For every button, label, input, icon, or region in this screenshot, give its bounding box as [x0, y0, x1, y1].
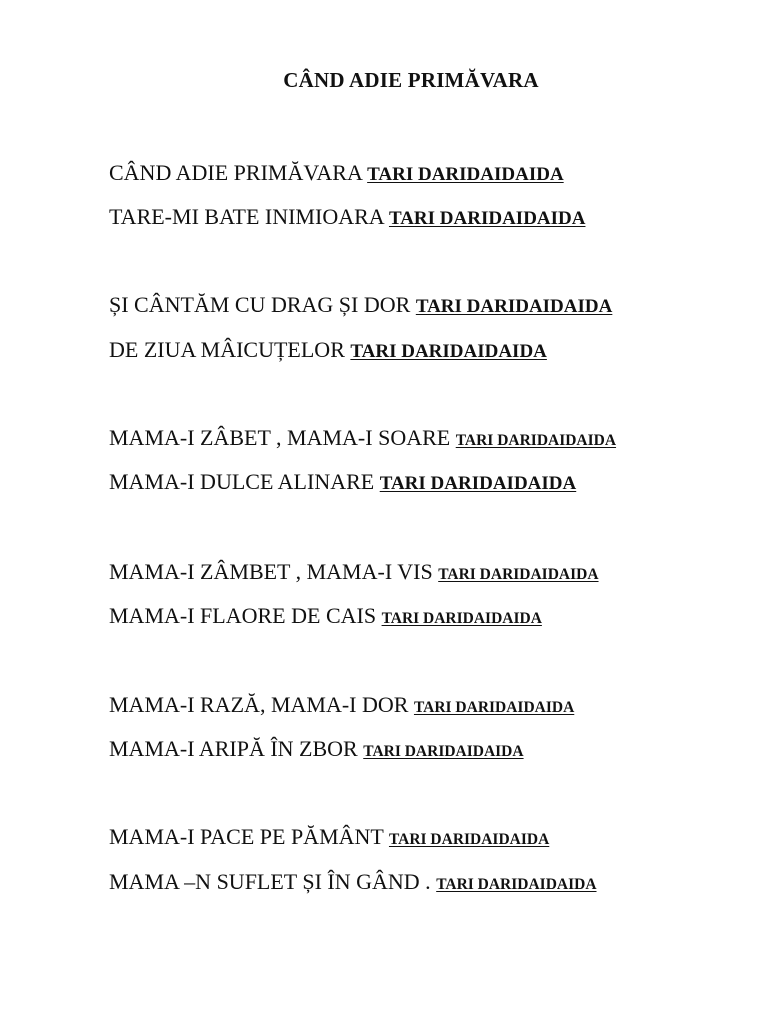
verse-text: TARE-MI BATE INIMIOARA [109, 204, 389, 229]
verse-text: MAMA-I FLAORE DE CAIS [109, 603, 382, 628]
verse-line [109, 694, 574, 716]
refrain-text: TARI DARIDAIDAIDA [455, 432, 617, 449]
refrain-text: TARI DARIDAIDAIDA [413, 699, 575, 716]
refrain-text: TARI DARIDAIDAIDA [381, 610, 542, 627]
verse-text: CÂND ADIE PRIMĂVARA [109, 160, 368, 185]
verse-line [109, 206, 585, 228]
verse-line [109, 427, 616, 449]
refrain-text: TARI DARIDAIDAIDA [367, 164, 564, 185]
refrain-text: TARI DARIDAIDAIDA [415, 296, 613, 317]
refrain-text: TARI DARIDAIDAIDA [363, 743, 524, 760]
verse-text: MAMA –N SUFLET ȘI ÎN GÂND . [109, 869, 437, 894]
refrain-text: TARI DARIDAIDAIDA [350, 341, 547, 362]
verse-text: MAMA-I ZÂBET , MAMA-I SOARE [109, 425, 456, 450]
verse-line [109, 605, 542, 627]
verse-line [109, 738, 524, 760]
verse-text: MAMA-I ARIPĂ ÎN ZBOR [109, 736, 364, 761]
song-title: CÂND ADIE PRIMĂVARA [283, 68, 539, 92]
refrain-text: TARI DARIDAIDAIDA [388, 208, 586, 229]
refrain-text: TARI DARIDAIDAIDA [388, 831, 550, 848]
verse-text: MAMA-I ZÂMBET , MAMA-I VIS [109, 559, 439, 584]
verse-text: MAMA-I PACE PE PĂMÂNT [109, 824, 389, 849]
verse-line [109, 471, 576, 493]
verse-text: MAMA-I RAZĂ, MAMA-I DOR [109, 692, 414, 717]
verse-text: MAMA-I DULCE ALINARE [109, 469, 380, 494]
refrain-text: TARI DARIDAIDAIDA [379, 473, 577, 494]
verse-line [109, 162, 564, 184]
verse-line [109, 826, 549, 848]
refrain-text: TARI DARIDAIDAIDA [438, 566, 599, 583]
verse-text: ȘI CÂNTĂM CU DRAG ȘI DOR [109, 292, 416, 317]
verse-text: DE ZIUA MÂICUȚELOR [109, 337, 351, 362]
verse-line [109, 871, 597, 893]
verse-line [109, 339, 547, 361]
verse-line [109, 561, 599, 583]
verse-line [109, 294, 612, 316]
refrain-text: TARI DARIDAIDAIDA [436, 876, 597, 893]
